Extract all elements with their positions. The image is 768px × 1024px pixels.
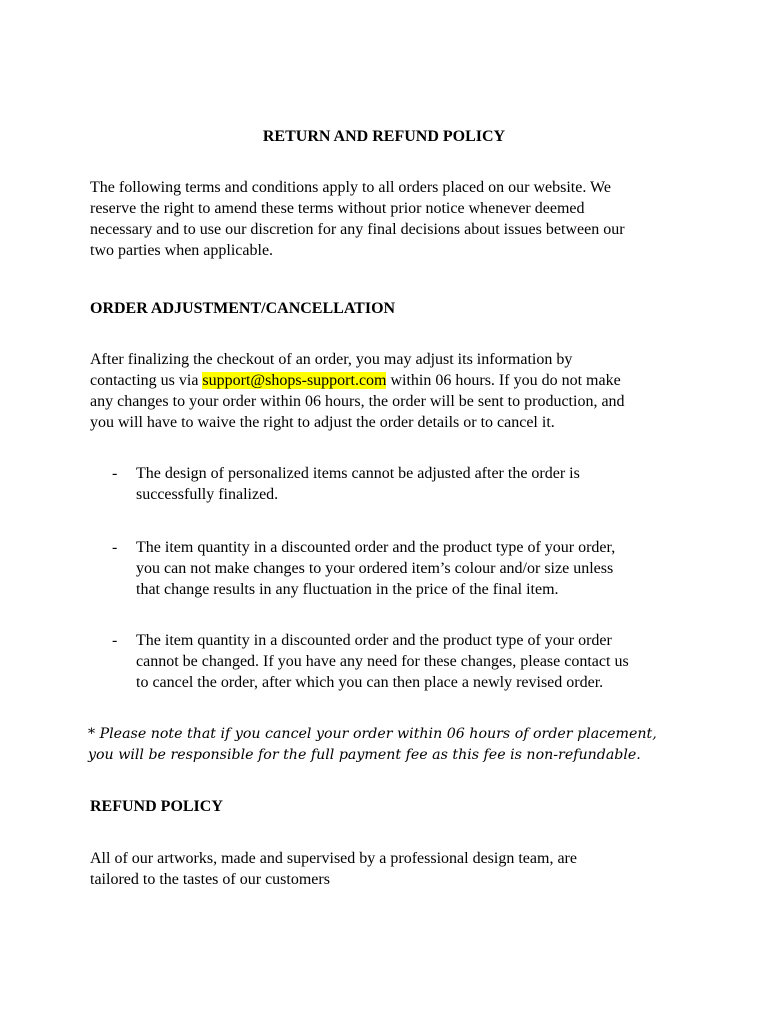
intro-line: two parties when applicable. — [90, 242, 274, 259]
intro-line: reserve the right to amend these terms without prior notice whenever deemed — [90, 200, 585, 217]
intro-paragraph — [90, 177, 720, 261]
adjustment-line-suffix: within 06 hours. If you do not make — [386, 372, 621, 389]
bullet-dash: - — [112, 632, 118, 649]
bullet-line: you can not make changes to your ordered item’s colour and/or size unless — [136, 560, 614, 577]
adjustment-line: you will have to waive the right to adjust the order details or to cancel it. — [90, 414, 555, 431]
bullet-line: cannot be changed. If you have any need for these changes, please contact us — [136, 653, 629, 670]
document-title: RETURN AND REFUND POLICY — [262, 128, 506, 145]
adjustment-line: After finalizing the checkout of an order, you may adjust its information by — [90, 351, 573, 368]
adjustment-line: any changes to your order within 06 hours, the order will be sent to production, and — [90, 393, 625, 410]
bullet-text — [136, 537, 716, 600]
note-line: * Please note that if you cancel your order within 06 hours of order placement, — [88, 726, 657, 742]
intro-line: The following terms and conditions apply to all orders placed on our website. We — [90, 179, 611, 196]
section-heading-order-adjustment: ORDER ADJUSTMENT/CANCELLATION — [90, 300, 396, 317]
intro-line: necessary and to use our discretion for any final decisions about issues between our — [90, 221, 625, 238]
bullet-text — [136, 463, 716, 505]
refund-paragraph — [90, 848, 720, 890]
bullet-dash: - — [112, 465, 118, 482]
support-email-link[interactable]: support@shops-support.com — [202, 372, 387, 389]
refund-line: All of our artworks, made and supervised by a professional design team, are — [90, 850, 577, 867]
adjustment-paragraph — [90, 349, 720, 433]
bullet-dash: - — [112, 539, 118, 556]
adjustment-line-with-email — [90, 370, 720, 391]
bullet-line: to cancel the order, after which you can then place a newly revised order. — [136, 674, 604, 691]
note-line: you will be responsible for the full payment fee as this fee is non-refundable. — [88, 747, 641, 763]
adjustment-line-prefix: contacting us via — [90, 372, 203, 389]
section-heading-refund-policy: REFUND POLICY — [90, 798, 223, 815]
refund-line: tailored to the tastes of our customers — [90, 871, 330, 888]
bullet-line: that change results in any fluctuation in the price of the final item. — [136, 581, 559, 598]
bullet-line: The item quantity in a discounted order and the product type of your order, — [136, 539, 616, 556]
cancellation-note — [88, 724, 728, 766]
bullet-line: The item quantity in a discounted order and the product type of your order — [136, 632, 612, 649]
bullet-line: successfully finalized. — [136, 486, 279, 503]
bullet-text — [136, 630, 716, 693]
bullet-line: The design of personalized items cannot be adjusted after the order is — [136, 465, 580, 482]
